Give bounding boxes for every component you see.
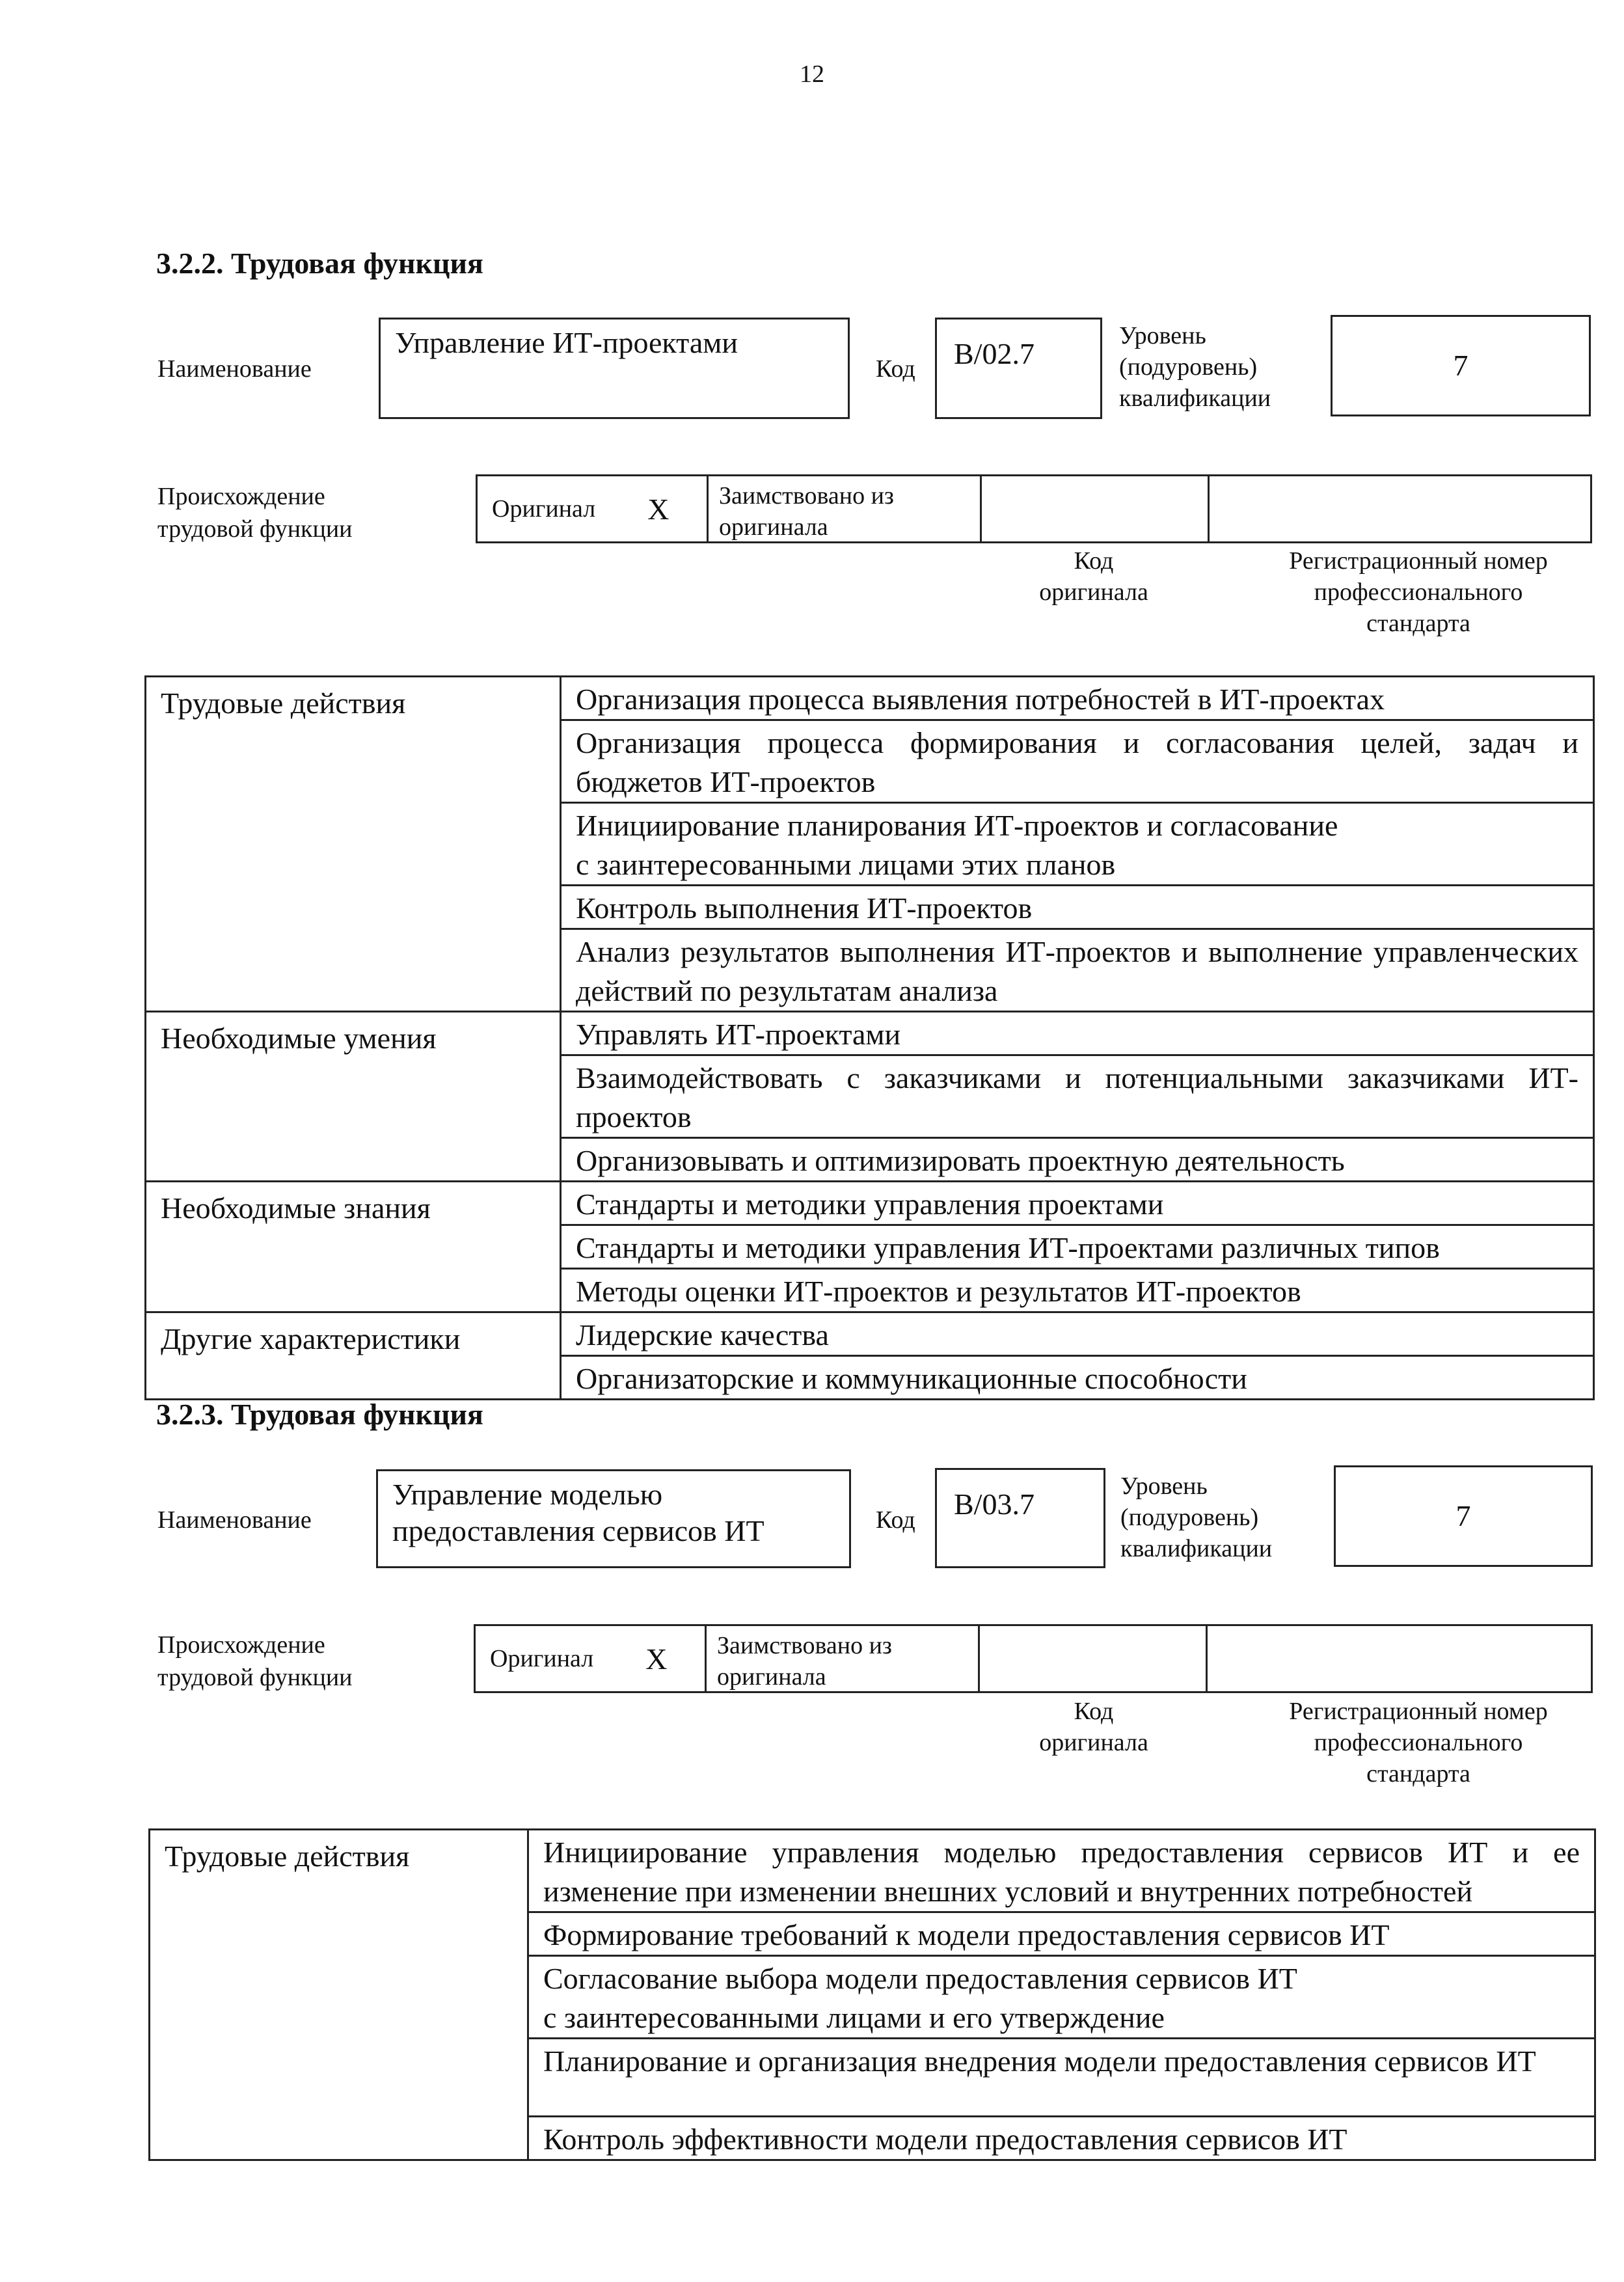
function-code-box: [935, 1468, 1105, 1568]
origin-label-line: трудовой функции: [157, 515, 353, 543]
function-name-value: Управление ИТ-проектами: [395, 326, 738, 359]
item-cell: Контроль эффективности модели предоставления сервисов ИТ: [528, 2117, 1595, 2160]
origin-label-line: Происхождение: [157, 1631, 325, 1659]
original-x-mark: X: [645, 1642, 668, 1676]
borrowed-label-line: оригинала: [719, 513, 828, 541]
function-code-box: [935, 318, 1102, 419]
origin-label-line: Происхождение: [157, 483, 325, 510]
level-label-line: Уровень: [1119, 322, 1206, 349]
origin-code-cell: [980, 1626, 1208, 1691]
item-cell: Организация процесса формирования и согласования целей, задач и бюджетов ИТ-проектов: [561, 720, 1594, 803]
item-cell: Анализ результатов выполнения ИТ-проектов и выполнение управленческих действий по результатам анализа: [561, 929, 1594, 1012]
item-cell: Инициирование управления моделью предоставления сервисов ИТ и ее изменение при изменении внешних условий и внутренних потребностей: [528, 1830, 1595, 1912]
item-line: Инициирование планирования ИТ-проектов и согласование: [576, 809, 1338, 842]
code-label: Код: [876, 355, 915, 383]
function-code-value: В/02.7: [954, 337, 1035, 370]
code-original-caption: [980, 545, 1208, 608]
level-label-line: Уровень: [1120, 1473, 1208, 1500]
item-cell: Контроль выполнения ИТ-проектов: [561, 886, 1594, 929]
original-x-mark: X: [647, 492, 670, 526]
caption-line: Код: [1074, 1698, 1114, 1725]
origin-label: [157, 480, 353, 545]
item-cell: Лидерские качества: [561, 1312, 1594, 1356]
qualification-level-box: [1331, 315, 1591, 416]
item-cell: Организация процесса выявления потребностей в ИТ-проектах: [561, 677, 1594, 720]
level-label-line: (подуровень): [1119, 353, 1258, 381]
category-cell: Другие характеристики: [146, 1312, 561, 1400]
function-name-box: [379, 318, 850, 419]
caption-line: стандарта: [1366, 610, 1470, 637]
caption-line: оригинала: [1039, 578, 1148, 606]
origin-label: [157, 1629, 353, 1694]
level-label-line: (подуровень): [1120, 1504, 1259, 1531]
code-original-caption: [980, 1696, 1208, 1758]
reg-number-caption: [1217, 1696, 1620, 1789]
level-label: [1120, 1471, 1272, 1564]
caption-line: Регистрационный номер: [1289, 1698, 1548, 1725]
level-label-line: квалификации: [1120, 1535, 1273, 1562]
item-line: Согласование выбора модели предоставления сервисов ИТ: [543, 1962, 1297, 1995]
name-label: Наименование: [157, 355, 312, 383]
reg-number-caption: [1217, 545, 1620, 639]
function-table-3-2-2: [144, 675, 1595, 1400]
item-cell: Стандарты и методики управления ИТ-проектами различных типов: [561, 1225, 1594, 1269]
borrowed-label-line: Заимствовано из: [719, 482, 894, 509]
page-number: 12: [800, 61, 824, 88]
original-label: Оригинал: [490, 1645, 594, 1672]
origin-reg-number-cell: [1208, 1626, 1591, 1691]
function-name-line: Управление моделью: [392, 1478, 663, 1511]
item-cell: [561, 803, 1594, 886]
borrowed-label-line: оригинала: [717, 1663, 826, 1691]
category-cell: Необходимые умения: [146, 1012, 561, 1182]
item-cell: Стандарты и методики управления проектами: [561, 1182, 1594, 1225]
original-label: Оригинал: [492, 495, 596, 523]
item-cell: [528, 1956, 1595, 2039]
item-cell: Планирование и организация внедрения модели предоставления сервисов ИТ: [528, 2039, 1595, 2117]
caption-line: Регистрационный номер: [1289, 547, 1548, 575]
borrowed-label-line: Заимствовано из: [717, 1632, 892, 1659]
item-cell: Управлять ИТ-проектами: [561, 1012, 1594, 1055]
level-label: [1119, 320, 1271, 414]
qualification-level-box: [1334, 1465, 1593, 1567]
function-code-value: В/03.7: [954, 1487, 1035, 1521]
item-line: с заинтересованными лицами и его утверждение: [543, 2001, 1165, 2034]
item-cell: Организовывать и оптимизировать проектную деятельность: [561, 1138, 1594, 1182]
category-cell: Трудовые действия: [146, 677, 561, 1012]
qualification-level-value: 7: [1455, 1499, 1471, 1532]
function-table-3-2-3: [148, 1828, 1596, 2161]
code-label: Код: [876, 1506, 915, 1534]
item-line: с заинтересованными лицами этих планов: [576, 848, 1116, 881]
caption-line: стандарта: [1366, 1760, 1470, 1787]
section-title-3-2-3: 3.2.3. Трудовая функция: [156, 1398, 483, 1431]
origin-code-cell: [982, 476, 1210, 541]
origin-row: [474, 1624, 1593, 1693]
origin-label-line: трудовой функции: [157, 1664, 353, 1691]
qualification-level-value: 7: [1453, 349, 1468, 382]
caption-line: Код: [1074, 547, 1114, 575]
origin-borrowed-cell: [709, 476, 982, 541]
name-label: Наименование: [157, 1506, 312, 1534]
caption-line: оригинала: [1039, 1729, 1148, 1756]
item-cell: Методы оценки ИТ-проектов и результатов ИТ-проектов: [561, 1269, 1594, 1312]
function-name-line: предоставления сервисов ИТ: [392, 1514, 765, 1547]
section-title-3-2-2: 3.2.2. Трудовая функция: [156, 247, 483, 280]
category-cell: Необходимые знания: [146, 1182, 561, 1312]
origin-original-cell: [476, 1626, 707, 1691]
item-cell: Организаторские и коммуникационные способности: [561, 1356, 1594, 1400]
origin-row: [476, 474, 1592, 543]
item-cell: Формирование требований к модели предоставления сервисов ИТ: [528, 1912, 1595, 1956]
item-cell: Взаимодействовать с заказчиками и потенциальными заказчиками ИТ-проектов: [561, 1055, 1594, 1138]
caption-line: профессионального: [1314, 578, 1523, 606]
caption-line: профессионального: [1314, 1729, 1523, 1756]
origin-reg-number-cell: [1210, 476, 1590, 541]
function-name-box: [376, 1469, 851, 1568]
origin-original-cell: [478, 476, 709, 541]
origin-borrowed-cell: [707, 1626, 980, 1691]
category-cell: Трудовые действия: [150, 1830, 528, 2160]
level-label-line: квалификации: [1119, 385, 1271, 412]
